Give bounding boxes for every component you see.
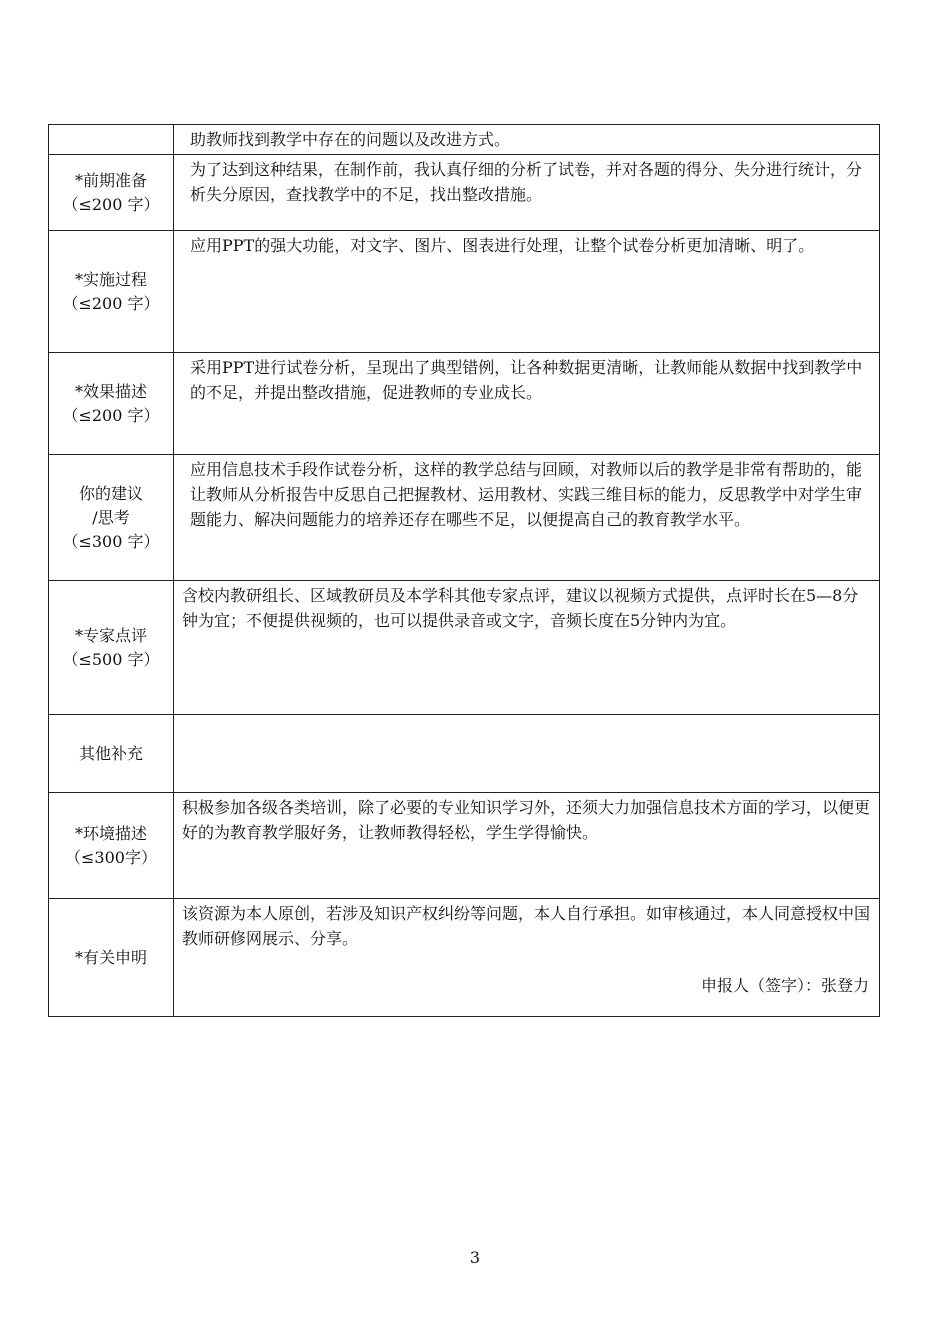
row-label-environment: *环境描述 （≤300字）	[49, 793, 174, 899]
form-row-other	[49, 715, 880, 793]
row-content-preparation: 为了达到这种结果，在制作前，我认真仔细的分析了试卷，并对各题的得分、失分进行统计，分析失分原因，查找教学中的不足，找出整改措施。	[174, 155, 880, 231]
row-label-implementation: *实施过程 （≤200 字）	[49, 231, 174, 353]
row-label-empty	[49, 125, 174, 155]
row-label-other: 其他补充	[49, 715, 174, 793]
form-row-implementation	[49, 231, 880, 353]
form-row-preparation	[49, 155, 880, 231]
row-label-suggestion: 你的建议 /思考 （≤300 字）	[49, 455, 174, 581]
row-label-effect: *效果描述 （≤200 字）	[49, 353, 174, 455]
signature-line: 申报人（签字）：张登力	[700, 976, 869, 995]
form-row-declaration	[49, 899, 880, 1017]
row-content-implementation: 应用PPT的强大功能，对文字、图片、图表进行处理，让整个试卷分析更加清晰、明了。	[174, 231, 880, 353]
row-content-continuation: 助教师找到教学中存在的问题以及改进方式。	[174, 125, 880, 155]
row-label-preparation: *前期准备 （≤200 字）	[49, 155, 174, 231]
declaration-text: 该资源为本人原创，若涉及知识产权纠纷等问题，本人自行承担。如审核通过，本人同意授权中国教师研修网展示、分享。	[182, 904, 871, 948]
row-content-declaration	[174, 899, 880, 1017]
row-content-suggestion: 应用信息技术手段作试卷分析，这样的教学总结与回顾，对教师以后的教学是非常有帮助的，能让教师从分析报告中反思自己把握教材、运用教材、实践三维目标的能力，反思教学中对学生审题能力、解决问题能力的培养还存在哪些不足，以便提高自己的教育教学水平。	[174, 455, 880, 581]
row-content-other	[174, 715, 880, 793]
form-row-suggestion	[49, 455, 880, 581]
form-row-environment	[49, 793, 880, 899]
row-content-effect: 采用PPT进行试卷分析，呈现出了典型错例，让各种数据更清晰，让教师能从数据中找到教学中的不足，并提出整改措施，促进教师的专业成长。	[174, 353, 880, 455]
page-number: 3	[469, 1248, 481, 1267]
row-label-declaration: *有关申明	[49, 899, 174, 1017]
form-row-expert-review	[49, 581, 880, 715]
form-row-continuation	[49, 125, 880, 155]
row-content-environment: 积极参加各级各类培训，除了必要的专业知识学习外，还须大力加强信息技术方面的学习，以便更好的为教育教学服好务，让教师教得轻松，学生学得愉快。	[174, 793, 880, 899]
form-row-effect	[49, 353, 880, 455]
row-content-expert-review: 含校内教研组长、区域教研员及本学科其他专家点评，建议以视频方式提供，点评时长在5—8分钟为宜；不便提供视频的，也可以提供录音或文字，音频长度在5分钟内为宜。	[174, 581, 880, 715]
application-form-table	[48, 124, 880, 1017]
row-label-expert-review: *专家点评 （≤500 字）	[49, 581, 174, 715]
